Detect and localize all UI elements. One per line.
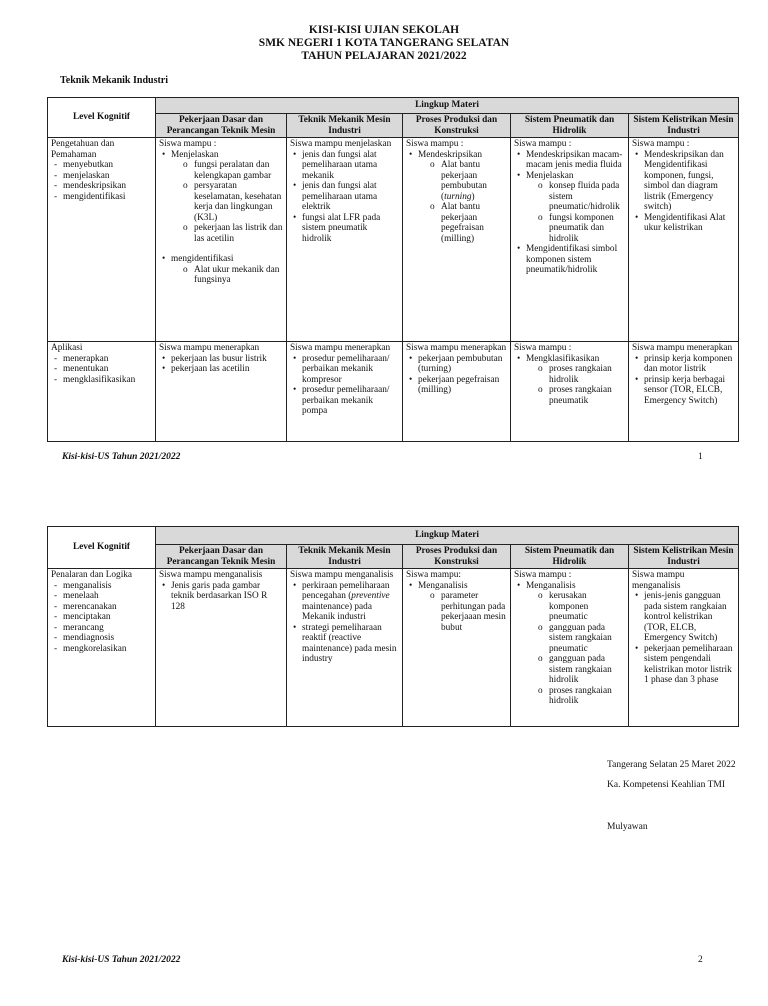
list-item: o parameter perhitungan pada pekerjaaan mesin bubut xyxy=(418,591,507,633)
content-cell xyxy=(287,138,403,342)
list-item: • prosedur pemeliharaan/ perbaikan mekanik kompresor xyxy=(290,354,399,386)
list-item: o kerusakan komponen pneumatic xyxy=(526,591,625,623)
content-cell xyxy=(156,569,287,727)
table-row-penalaran xyxy=(48,569,739,727)
content-cell xyxy=(287,569,403,727)
table-row-pengetahuan xyxy=(48,138,739,342)
list-item: • Menjelaskan o konsep fluida pada sistem pneumatic/hidrolik o fungsi komponen pneumatik dan hidrolik xyxy=(514,171,625,245)
list-item: o konsep fluida pada sistem pneumatic/hidrolik xyxy=(526,181,625,213)
content-cell xyxy=(403,342,511,442)
cell-intro: Siswa mampu menjelaskan xyxy=(290,139,392,149)
list-item: • fungsi alat LFR pada sistem pneumatik hidrolik xyxy=(290,213,399,245)
level-kognitif-header: Level Kognitif xyxy=(48,98,156,138)
signature-name: Mulyawan xyxy=(607,822,648,832)
level-name: Penalaran dan Logika xyxy=(51,570,133,580)
list-item: - menyebutkan xyxy=(51,160,152,171)
list-item: - menentukan xyxy=(51,364,152,375)
col-header-ppk: Proses Produksi dan Konstruksi xyxy=(403,545,511,569)
doc-title-line3: TAHUN PELAJARAN 2021/2022 xyxy=(301,50,467,62)
list-item: • pekerjaan las acetilin xyxy=(159,364,283,375)
signature-place-date: Tangerang Selatan 25 Maret 2022 xyxy=(607,760,736,770)
list-item: - menciptakan xyxy=(51,612,152,623)
page-footer-label: Kisi-kisi-US Tahun 2021/2022 xyxy=(62,452,181,462)
lingkup-materi-header: Lingkup Materi xyxy=(156,98,739,114)
list-item: - menerapkan xyxy=(51,354,152,365)
list-item: o persyaratan keselamatan, kesehatan kerja dan lingkungan (K3L) xyxy=(171,181,283,223)
level-name: Aplikasi xyxy=(51,343,83,353)
level-name: Pemahaman xyxy=(51,149,97,160)
kisi-kisi-table-page1 xyxy=(47,97,739,442)
level-cell xyxy=(48,569,156,727)
list-item: • perkiraan pemeliharaan pencegahan (preventive maintenance) pada Mekanik industri xyxy=(290,581,399,623)
col-header-tmmi: Teknik Mekanik Mesin Industri xyxy=(287,114,403,138)
list-item: • Jenis garis pada gambar teknik berdasarkan ISO R 128 xyxy=(159,581,283,613)
list-item: • Mendeskripsikan o Alat bantu pekerjaan pembubutan (turning) o Alat bantu pekerjaan pegefraisan (milling) xyxy=(406,150,507,245)
cell-intro: Siswa mampu: xyxy=(406,570,462,580)
list-item: • Mengidentifikasi simbol komponen sistem pneumatik/hidrolik xyxy=(514,244,625,276)
col-header-ppk: Proses Produksi dan Konstruksi xyxy=(403,114,511,138)
list-item: o proses rangkaian hidrolik xyxy=(526,686,625,707)
list-item: - mendiagnosis xyxy=(51,633,152,644)
list-item: • jenis-jenis gangguan pada sistem rangkaian kontrol kelistrikan (TOR, ELCB, Emergency Switch) xyxy=(632,591,735,644)
list-item: • jenis dan fungsi alat pemeliharaan utama mekanik xyxy=(290,150,399,182)
cell-intro: Siswa mampu : xyxy=(406,139,464,149)
list-item: • jenis dan fungsi alat pemeliharaan utama elektrik xyxy=(290,181,399,213)
cell-intro: Siswa mampu : xyxy=(514,343,572,353)
level-kognitif-header: Level Kognitif xyxy=(48,527,156,569)
col-header-sph: Sistem Pneumatik dan Hidrolik xyxy=(511,545,629,569)
cell-intro: Siswa mampu : xyxy=(514,139,572,149)
content-cell xyxy=(511,569,629,727)
page-number: 2 xyxy=(698,955,703,965)
list-item: - merancang xyxy=(51,623,152,634)
list-item: o fungsi peralatan dan kelengkapan gambar xyxy=(171,160,283,181)
page-number: 1 xyxy=(698,452,703,462)
list-item: • Menganalisis o kerusakan komponen pneumatic o gangguan pada sistem rangkaian pneumatic o gangguan pada sistem rangkaian hidrolik o proses rangkaian hidrolik xyxy=(514,581,625,707)
list-item: • prinsip kerja komponen dan motor listrik xyxy=(632,354,735,375)
list-item: • pekerjaan las busur listrik xyxy=(159,354,283,365)
list-item: o fungsi komponen pneumatik dan hidrolik xyxy=(526,213,625,245)
list-item: • strategi pemeliharaan reaktif (reactive maintenance) pada mesin industry xyxy=(290,623,399,665)
cell-intro: Siswa mampu menganalisis xyxy=(290,570,394,580)
content-cell xyxy=(629,138,739,342)
level-cell xyxy=(48,342,156,442)
cell-intro: Siswa mampu menerapkan xyxy=(159,343,260,353)
list-item: o Alat ukur mekanik dan fungsinya xyxy=(171,265,283,286)
cell-intro: Siswa mampu : xyxy=(514,570,572,580)
signature-role: Ka. Kompetensi Keahlian TMI xyxy=(607,780,726,790)
col-header-skmi: Sistem Kelistrikan Mesin Industri xyxy=(629,545,739,569)
level-name: Pengetahuan dan xyxy=(51,139,115,149)
list-item: • Mengklasifikasikan o proses rangkaian hidrolik o proses rangkaian pneumatik xyxy=(514,354,625,407)
cell-intro: Siswa mampu menerapkan xyxy=(290,343,391,353)
doc-title-line2: SMK NEGERI 1 KOTA TANGERANG SELATAN xyxy=(258,37,510,49)
content-cell xyxy=(287,342,403,442)
content-cell xyxy=(511,342,629,442)
lingkup-materi-header: Lingkup Materi xyxy=(156,527,739,545)
list-item: - merencanakan xyxy=(51,602,152,613)
list-item: • pekerjaan pembubutan (turning) xyxy=(406,354,507,375)
col-header-skmi: Sistem Kelistrikan Mesin Industri xyxy=(629,114,739,138)
list-item: - menganalisis xyxy=(51,581,152,592)
col-header-pdptm: Pekerjaan Dasar dan Perancangan Teknik Mesin xyxy=(156,114,287,138)
list-item: - menjelaskan xyxy=(51,171,152,182)
cell-intro: Siswa mampu menerapkan xyxy=(406,343,507,353)
list-item: • prosedur pemeliharaan/ perbaikan mekanik pompa xyxy=(290,385,399,417)
cell-intro: Siswa mampu : xyxy=(159,139,217,149)
cell-intro: Siswa mampu : xyxy=(632,139,690,149)
kisi-kisi-table-page2 xyxy=(47,526,739,727)
col-header-sph: Sistem Pneumatik dan Hidrolik xyxy=(511,114,629,138)
cell-intro: Siswa mampu menganalisis xyxy=(632,570,685,591)
list-item: • mengidentifikasi o Alat ukur mekanik dan fungsinya xyxy=(159,254,283,286)
list-item: - mengidentifikasi xyxy=(51,192,152,203)
list-item: • Menganalisis o parameter perhitungan pada pekerjaaan mesin bubut xyxy=(406,581,507,634)
content-cell xyxy=(629,342,739,442)
content-cell xyxy=(629,569,739,727)
content-cell xyxy=(156,342,287,442)
list-item: - mengklasifikasikan xyxy=(51,375,152,386)
cell-intro: Siswa mampu menerapkan xyxy=(632,343,733,353)
list-item: o proses rangkaian pneumatik xyxy=(526,385,625,406)
list-item: • Mendeskripsikan dan Mengidentifikasi komponen, fungsi, simbol dan diagram listrik (Emergency switch) xyxy=(632,150,735,213)
table-row-aplikasi xyxy=(48,342,739,442)
list-item: o pekerjaan las listrik dan las acetilin xyxy=(171,223,283,244)
col-header-pdptm: Pekerjaan Dasar dan Perancangan Teknik Mesin xyxy=(156,545,287,569)
level-cell xyxy=(48,138,156,342)
content-cell xyxy=(156,138,287,342)
list-item: o gangguan pada sistem rangkaian hidrolik xyxy=(526,654,625,686)
program-name: Teknik Mekanik Industri xyxy=(60,75,169,86)
page-footer-label: Kisi-kisi-US Tahun 2021/2022 xyxy=(62,955,181,965)
list-item: • pekerjaan pegefraisan (milling) xyxy=(406,375,507,396)
list-item: • pekerjaan pemeliharaan sistem pengendali kelistrikan motor listrik 1 phase dan 3 phase xyxy=(632,644,735,686)
list-item: - mendeskripsikan xyxy=(51,181,152,192)
cell-intro: Siswa mampu menganalisis xyxy=(159,570,263,580)
list-item: • prinsip kerja berbagai sensor (TOR, ELCB, Emergency Switch) xyxy=(632,375,735,407)
content-cell xyxy=(403,138,511,342)
list-item: o proses rangkaian hidrolik xyxy=(526,364,625,385)
col-header-tmmi: Teknik Mekanik Mesin Industri xyxy=(287,545,403,569)
content-cell xyxy=(511,138,629,342)
list-item: o gangguan pada sistem rangkaian pneumatic xyxy=(526,623,625,655)
doc-title-line1: KISI-KISI UJIAN SEKOLAH xyxy=(308,24,460,36)
list-item: • Menjelaskan o fungsi peralatan dan kelengkapan gambar o persyaratan keselamatan, kesehatan kerja dan lingkungan (K3L) o pekerjaan las listrik dan las acetilin xyxy=(159,150,283,245)
list-item: o Alat bantu pekerjaan pegefraisan (milling) xyxy=(418,202,507,244)
list-item: o Alat bantu pekerjaan pembubutan (turning) xyxy=(418,160,507,202)
list-item: - menelaah xyxy=(51,591,152,602)
list-item: - mengkorelasikan xyxy=(51,644,152,655)
list-item: • Mendeskripsikan macam-macam jenis media fluida xyxy=(514,150,625,171)
content-cell xyxy=(403,569,511,727)
list-item: • Mengidentifikasi Alat ukur kelistrikan xyxy=(632,213,735,234)
